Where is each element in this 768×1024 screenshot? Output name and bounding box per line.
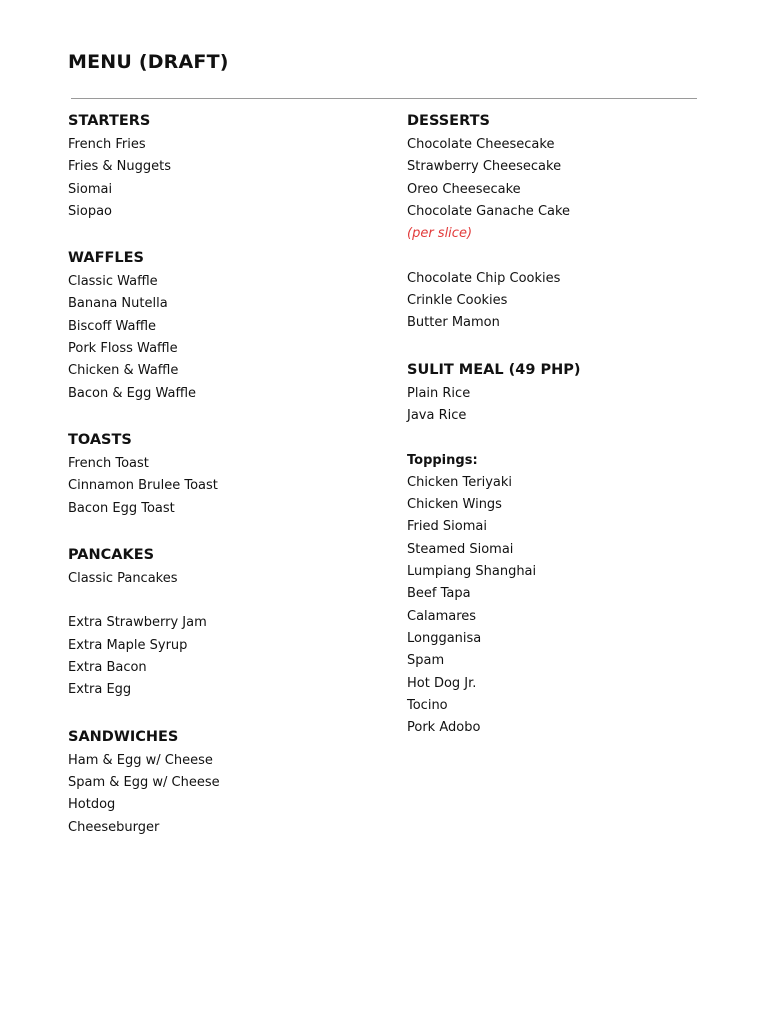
- menu-item: Ham & Egg w/ Cheese: [68, 752, 213, 768]
- section-starters: [68, 110, 368, 223]
- extra-item: Extra Bacon: [68, 660, 147, 676]
- section-heading: DESSERTS: [407, 113, 490, 129]
- menu-item: Cheeseburger: [68, 819, 160, 835]
- menu-item: Chocolate Chip Cookies: [407, 270, 561, 286]
- menu-item: French Toast: [68, 455, 149, 471]
- menu-item: Pork Floss Waffle: [68, 341, 178, 357]
- section-heading: SULIT MEAL (49 PHP): [407, 361, 581, 378]
- section-waffles: [68, 247, 368, 405]
- menu-item: Classic Pancakes: [68, 570, 178, 586]
- section-desserts: [407, 110, 707, 335]
- topping-item: Lumpiang Shanghai: [407, 564, 537, 580]
- section-heading: PANCAKES: [68, 546, 155, 563]
- menu-item: Cinnamon Brulee Toast: [68, 478, 218, 494]
- spacer: [407, 245, 707, 267]
- extra-item: Extra Egg: [68, 682, 132, 698]
- menu-item: Strawberry Cheesecake: [407, 159, 562, 175]
- topping-item: Hot Dog Jr.: [407, 675, 477, 691]
- spacer: [407, 427, 707, 449]
- topping-item: Beef Tapa: [407, 586, 471, 602]
- section-sulit-meal: [407, 359, 707, 740]
- topping-item: Steamed Siomai: [407, 541, 514, 557]
- menu-item: Oreo Cheesecake: [407, 181, 521, 197]
- topping-item: Pork Adobo: [407, 720, 481, 736]
- page-title: MENU (DRAFT): [68, 51, 229, 73]
- menu-item: Chocolate Cheesecake: [407, 137, 555, 152]
- menu-item: Crinkle Cookies: [407, 293, 508, 309]
- topping-item: Chicken Teriyaki: [407, 474, 512, 490]
- spacer: [68, 590, 368, 612]
- menu-item: Chocolate Ganache Cake: [407, 203, 571, 219]
- right-column: [407, 110, 707, 763]
- menu-item: Plain Rice: [407, 385, 471, 401]
- extra-item: Extra Maple Syrup: [68, 637, 188, 653]
- topping-item: Spam: [407, 653, 445, 669]
- topping-item: Fried Siomai: [407, 519, 487, 535]
- menu-item: Siopao: [68, 203, 112, 219]
- section-heading: STARTERS: [68, 113, 151, 129]
- header-divider: [71, 98, 697, 99]
- menu-item: Hotdog: [68, 797, 116, 813]
- menu-item: Spam & Egg w/ Cheese: [68, 774, 220, 790]
- toppings-label: Toppings:: [407, 452, 478, 468]
- menu-item: Classic Waffle: [68, 274, 158, 290]
- topping-item: Tocino: [407, 697, 448, 713]
- extra-item: Extra Strawberry Jam: [68, 615, 207, 631]
- menu-item: Fries & Nuggets: [68, 159, 171, 175]
- menu-item: Banana Nutella: [68, 296, 168, 312]
- menu-item: Bacon Egg Toast: [68, 500, 175, 516]
- section-toasts: [68, 429, 368, 520]
- section-heading: SANDWICHES: [68, 728, 179, 745]
- left-column: [68, 110, 368, 863]
- section-sandwiches: [68, 726, 368, 839]
- menu-item: French Fries: [68, 137, 146, 152]
- menu-item: Java Rice: [407, 407, 467, 423]
- topping-item: Longganisa: [407, 630, 482, 646]
- per-slice-note: (per slice): [407, 226, 473, 242]
- menu-item: Siomai: [68, 181, 113, 197]
- menu-item: Chicken & Waffle: [68, 363, 179, 379]
- section-pancakes: [68, 544, 368, 702]
- topping-item: Chicken Wings: [407, 497, 502, 513]
- menu-item: Biscoff Waffle: [68, 318, 157, 334]
- menu-item: Bacon & Egg Waffle: [68, 385, 197, 401]
- section-heading: WAFFLES: [68, 250, 144, 267]
- menu-item: Butter Mamon: [407, 315, 500, 331]
- topping-item: Calamares: [407, 608, 477, 624]
- section-heading: TOASTS: [68, 431, 132, 448]
